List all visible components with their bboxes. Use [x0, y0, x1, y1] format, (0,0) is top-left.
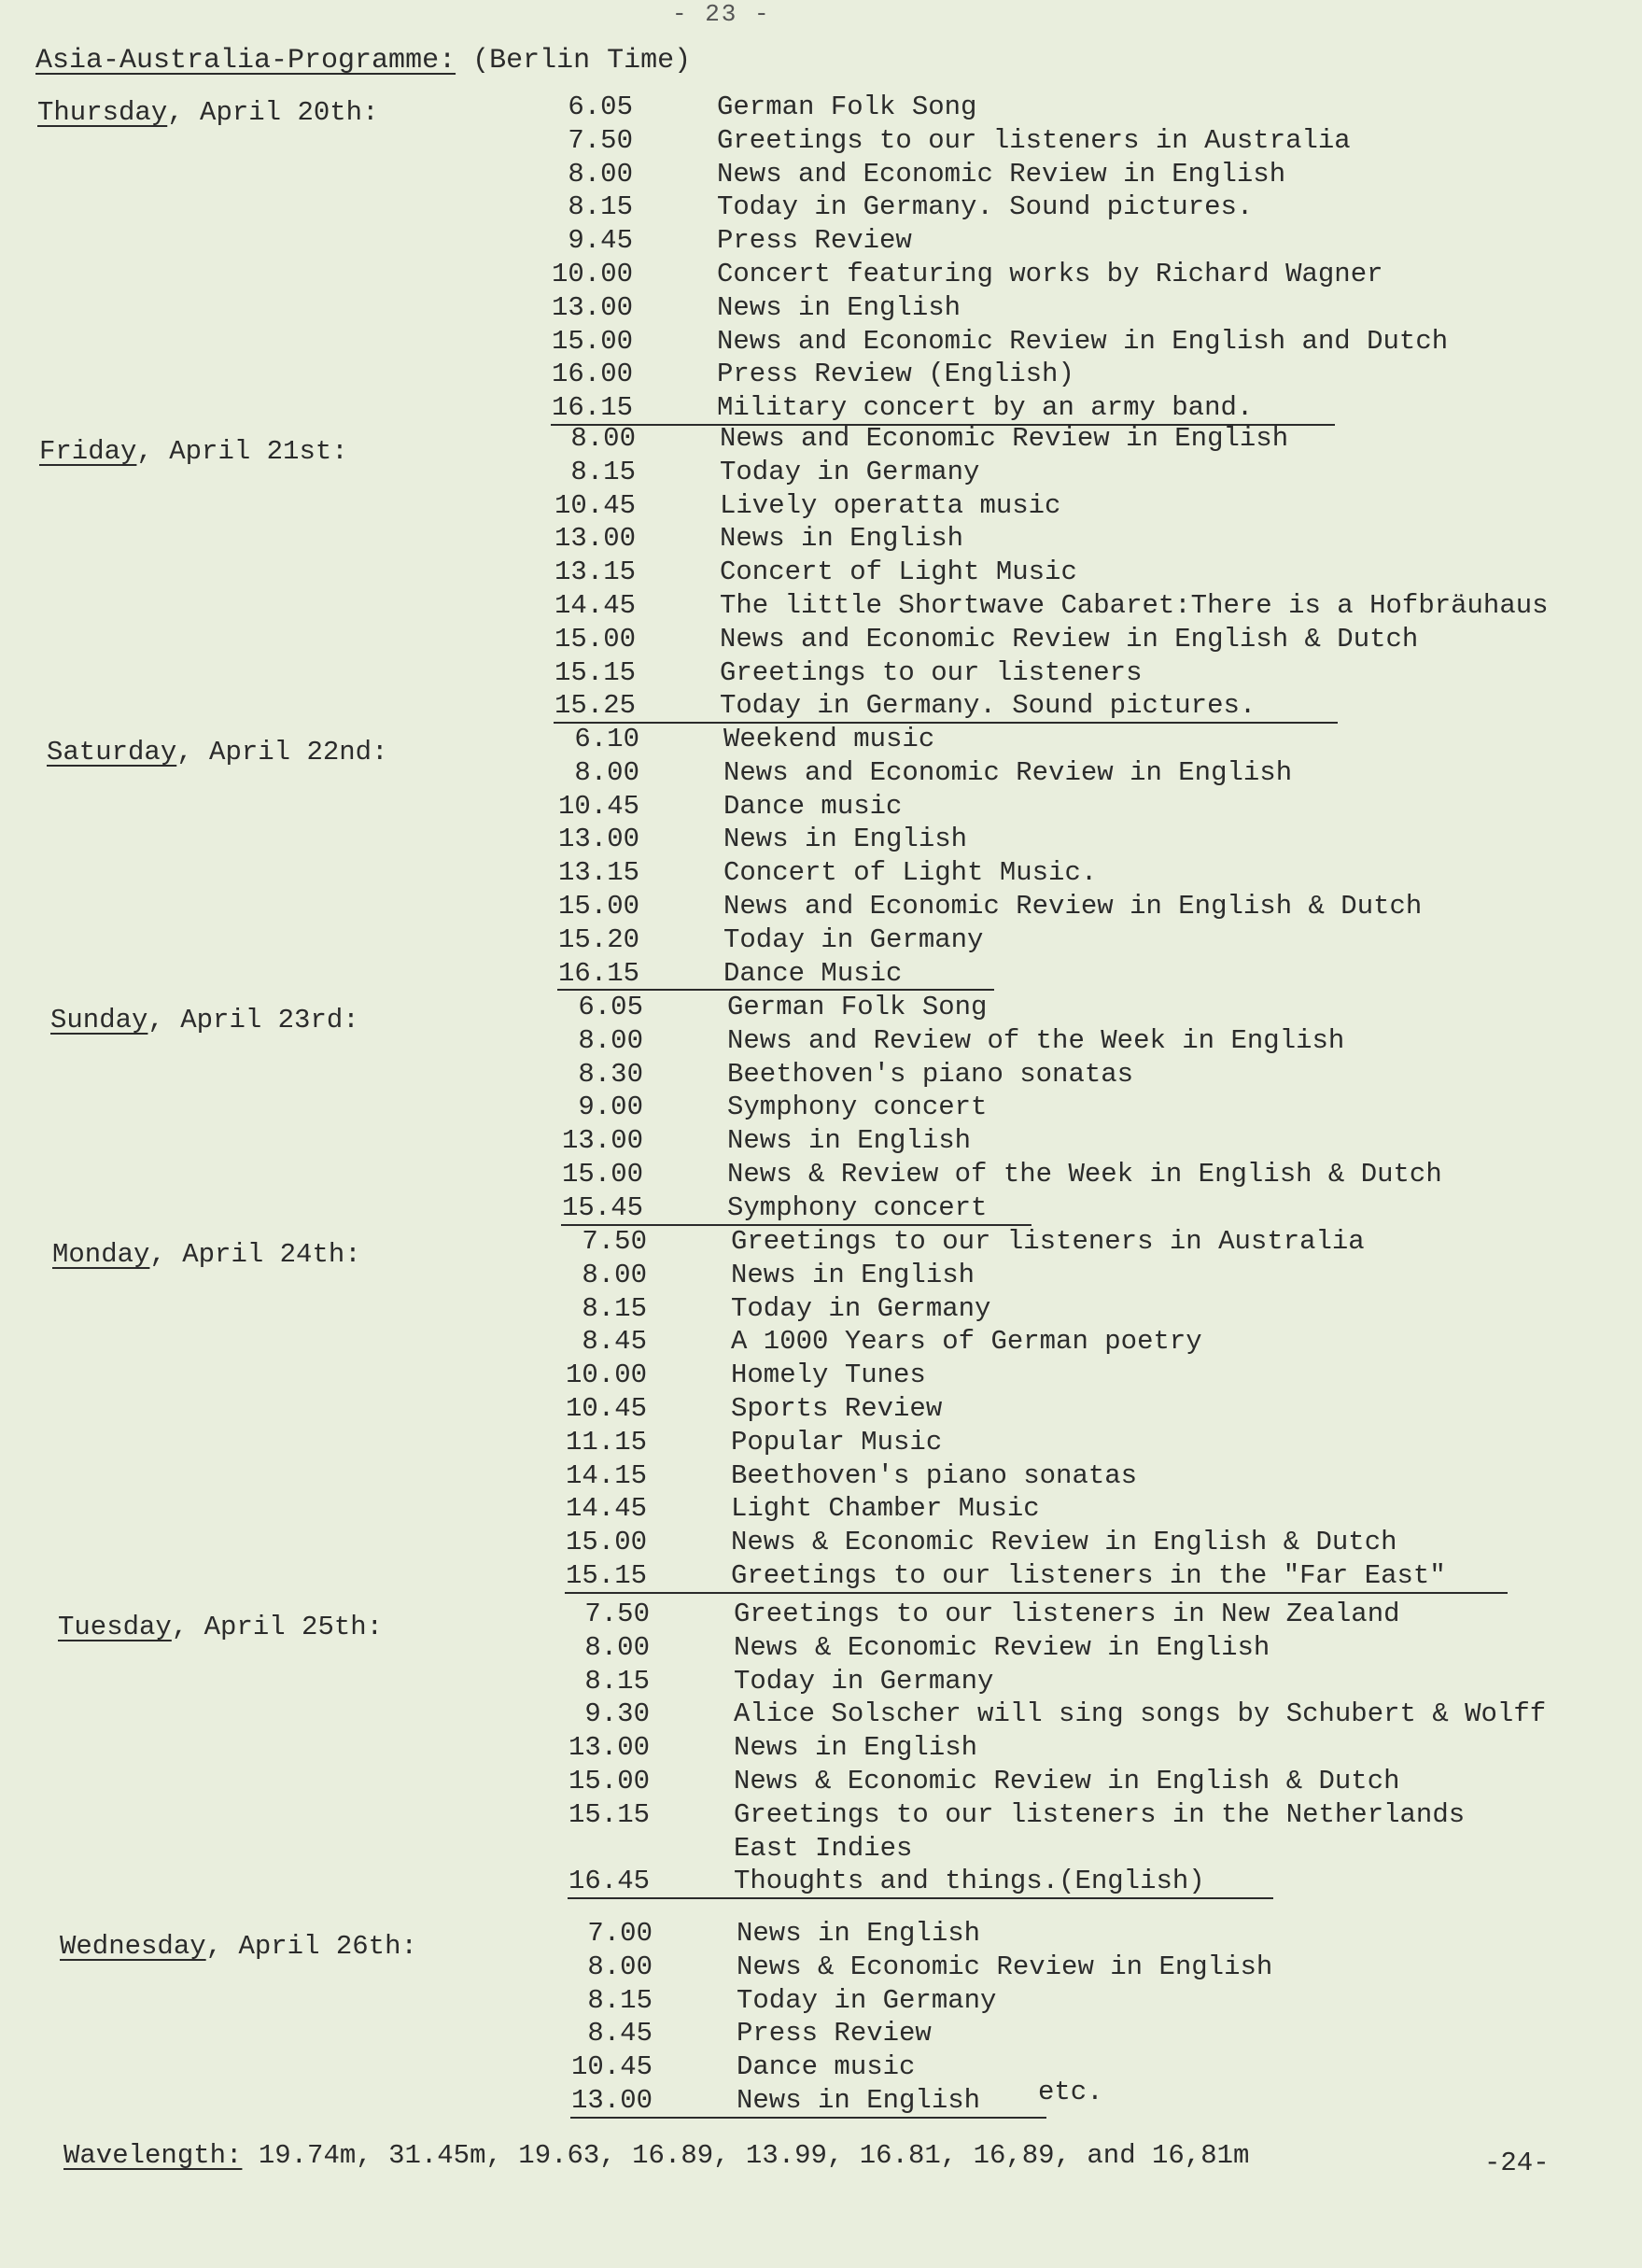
day-label: [47, 737, 387, 768]
broadcast-time: 13.00: [568, 1732, 650, 1764]
schedule-row: [526, 423, 1289, 457]
schedule-row: [542, 1951, 1273, 1985]
broadcast-time: 13.00: [561, 1125, 643, 1157]
schedule-row: [537, 1326, 1202, 1359]
broadcast-time: 13.00: [551, 291, 633, 323]
broadcast-time: 8.30: [578, 1058, 643, 1090]
day-name: Thursday: [37, 97, 168, 128]
broadcast-time: 11.15: [565, 1426, 647, 1458]
schedule-row: [529, 891, 1423, 924]
broadcast-time: 8.00: [587, 1951, 653, 1982]
broadcast-time: 8.00: [582, 1259, 647, 1290]
day-divider: [570, 2117, 1046, 2119]
wavelength-footer: [63, 2140, 1249, 2171]
schedule-row: [537, 1259, 975, 1293]
wavelength-label: Wavelength:: [63, 2140, 243, 2171]
day-label: [50, 1005, 359, 1035]
broadcast-time: 9.30: [584, 1698, 650, 1730]
broadcast-time: 9.45: [568, 225, 633, 257]
day-separator: ,: [149, 1239, 183, 1270]
broadcast-time: 7.50: [568, 124, 633, 156]
day-date: April 22nd:: [209, 737, 388, 768]
schedule-row: [537, 1459, 1138, 1494]
day-date: April 25th:: [203, 1612, 384, 1642]
program-title: Dance music: [737, 2051, 916, 2083]
program-title: Greetings to our listeners: [720, 656, 1143, 688]
program-title: Press Review: [717, 225, 912, 257]
schedule-row: [529, 923, 984, 958]
broadcast-time: 7.00: [587, 1918, 653, 1949]
program-title: Military concert by an army band.: [717, 392, 1254, 424]
broadcast-time: 15.15: [554, 656, 636, 688]
schedule-row: [526, 590, 1549, 624]
program-title: Homely Tunes: [731, 1359, 926, 1391]
program-title: News in English: [727, 1125, 972, 1157]
broadcast-time: 15.25: [554, 690, 636, 722]
program-title: Symphony concert: [727, 1191, 988, 1223]
program-title: Greetings to our listeners in the Netherlands: [734, 1798, 1466, 1830]
program-title: Dance music: [723, 790, 903, 822]
schedule-row: [523, 191, 1254, 225]
program-title: News in English: [720, 523, 964, 555]
broadcast-time: 10.00: [565, 1359, 647, 1391]
broadcast-time: 7.50: [584, 1599, 650, 1629]
broadcast-time: 8.00: [570, 423, 636, 454]
program-title: Concert featuring works by Richard Wagner: [717, 259, 1383, 289]
broadcast-time: 8.15: [582, 1292, 647, 1324]
program-title: News in English: [717, 291, 961, 323]
program-title: News in English: [723, 824, 968, 855]
program-title: News in English: [737, 1918, 981, 1949]
program-title: East Indies: [734, 1832, 913, 1864]
schedule-row: [540, 1766, 1400, 1799]
program-title: Symphony concert: [727, 1092, 988, 1123]
day-date: April 24th:: [182, 1239, 361, 1270]
broadcast-time: 6.05: [578, 992, 643, 1022]
day-separator: ,: [136, 436, 170, 467]
broadcast-time: 8.00: [574, 756, 639, 788]
program-title: News and Economic Review in English: [720, 423, 1289, 454]
broadcast-time: 15.15: [565, 1560, 647, 1591]
broadcast-time: 10.45: [557, 790, 639, 822]
broadcast-time: 14.45: [554, 590, 636, 621]
broadcast-time: 15.15: [568, 1798, 650, 1830]
day-name: Monday: [52, 1239, 150, 1270]
broadcast-time: 8.00: [584, 1631, 650, 1663]
program-title: Press Review: [737, 2018, 932, 2050]
program-title: News and Economic Review in English: [723, 756, 1293, 788]
schedule-row: [537, 1527, 1397, 1560]
day-label: [39, 436, 348, 467]
day-divider: [568, 1897, 1273, 1899]
schedule-row: [529, 957, 903, 992]
day-divider: [565, 1592, 1508, 1594]
broadcast-time: 15.00: [565, 1527, 647, 1558]
broadcast-time: 14.45: [565, 1493, 647, 1525]
program-title: Press Review (English): [717, 359, 1074, 390]
program-title: News & Review of the Week in English & Dutch: [727, 1159, 1442, 1190]
broadcast-time: 10.00: [551, 259, 633, 289]
day-label: [37, 97, 378, 128]
broadcast-time: 8.15: [568, 191, 633, 223]
schedule-row: [542, 2018, 932, 2051]
broadcast-time: 9.00: [578, 1092, 643, 1123]
schedule-row: [537, 1393, 943, 1427]
broadcast-time: 8.45: [587, 2018, 653, 2050]
day-date: April 20th:: [200, 97, 379, 128]
broadcast-time: 6.05: [568, 92, 633, 122]
schedule-row: [529, 756, 1293, 791]
broadcast-time: 8.00: [568, 158, 633, 190]
program-title: Greetings to our listeners in Australia: [731, 1226, 1365, 1257]
schedule-row: [526, 523, 964, 556]
program-title: Greetings to our listeners in the "Far East": [731, 1560, 1446, 1591]
day-separator: ,: [205, 1931, 239, 1962]
schedule-row: [540, 1698, 1547, 1732]
schedule-row: [529, 790, 903, 824]
etc-note: etc.: [1038, 2077, 1103, 2107]
schedule-row: [542, 1984, 997, 2019]
program-title: The little Shortwave Cabaret:There is a Hofbräuhaus: [720, 590, 1549, 621]
broadcast-time: 13.00: [557, 824, 639, 855]
day-separator: ,: [176, 737, 210, 768]
schedule-row: [540, 1832, 913, 1867]
wavelength-values: 19.74m, 31.45m, 19.63, 16.89, 13.99, 16.81, 16,89, and 16,81m: [258, 2140, 1250, 2171]
broadcast-time: 16.15: [551, 392, 633, 424]
broadcast-time: 16.15: [557, 957, 639, 989]
program-title: Thoughts and things.(English): [734, 1866, 1205, 1897]
day-separator: ,: [171, 1612, 204, 1642]
broadcast-time: 15.00: [568, 1766, 650, 1796]
schedule-row: [540, 1732, 978, 1766]
broadcast-time: 8.45: [582, 1326, 647, 1358]
broadcast-time: 6.10: [574, 724, 639, 754]
schedule-row: [523, 259, 1383, 292]
broadcast-time: 16.45: [568, 1866, 650, 1897]
program-title: Popular Music: [731, 1426, 943, 1458]
day-label: [52, 1239, 361, 1270]
broadcast-time: 10.45: [565, 1393, 647, 1424]
schedule-row: [523, 158, 1286, 192]
broadcast-time: 15.00: [557, 891, 639, 922]
program-title: News in English: [737, 2085, 981, 2116]
schedule-row: [526, 690, 1256, 724]
schedule-row: [523, 392, 1254, 426]
schedule-row: [533, 992, 988, 1025]
program-title: Today in Germany: [720, 456, 980, 487]
program-title: News & Economic Review in English: [734, 1631, 1270, 1663]
broadcast-time: 8.15: [584, 1665, 650, 1697]
page-mark: - 23 -: [672, 0, 771, 28]
program-title: News & Economic Review in English & Dutch: [734, 1766, 1400, 1796]
schedule-row: [537, 1560, 1446, 1594]
schedule-row: [533, 1125, 972, 1159]
program-title: News and Economic Review in English and Dutch: [717, 325, 1449, 357]
page-header: [35, 45, 691, 77]
program-title: German Folk Song: [727, 992, 988, 1022]
broadcast-time: 13.15: [554, 556, 636, 588]
schedule-row: [540, 1866, 1205, 1899]
broadcast-time: 15.00: [551, 325, 633, 357]
day-separator: ,: [167, 97, 201, 128]
broadcast-time: 15.00: [554, 623, 636, 655]
broadcast-time: 14.15: [565, 1459, 647, 1491]
program-title: Greetings to our listeners in Australia: [717, 124, 1351, 156]
day-separator: ,: [147, 1005, 181, 1035]
program-title: News and Review of the Week in English: [727, 1024, 1345, 1056]
schedule-row: [537, 1226, 1365, 1260]
broadcast-time: 8.15: [570, 456, 636, 487]
day-date: April 23rd:: [180, 1005, 359, 1035]
program-title: Alice Solscher will sing songs by Schubert & Wolff: [734, 1698, 1547, 1730]
schedule-row: [540, 1798, 1466, 1833]
broadcast-time: 13.15: [557, 857, 639, 889]
schedule-row: [523, 124, 1351, 159]
day-name: Friday: [39, 436, 137, 467]
broadcast-time: 13.00: [570, 2085, 653, 2116]
schedule-row: [540, 1599, 1400, 1632]
program-title: Concert of Light Music.: [723, 857, 1098, 889]
schedule-row: [526, 556, 1077, 590]
broadcast-time: 10.45: [570, 2051, 653, 2083]
broadcast-time: 13.00: [554, 523, 636, 555]
program-title: Weekend music: [723, 724, 935, 754]
program-title: News and Economic Review in English & Dutch: [723, 891, 1423, 922]
program-title: A 1000 Years of German poetry: [731, 1326, 1202, 1358]
schedule-row: [537, 1493, 1040, 1527]
program-title: Beethoven's piano sonatas: [727, 1058, 1134, 1090]
program-title: Today in Germany: [734, 1665, 994, 1697]
day-name: Saturday: [47, 737, 177, 768]
program-title: News in English: [731, 1259, 975, 1290]
program-title: Today in Germany: [731, 1292, 991, 1324]
schedule-row: [529, 724, 935, 757]
broadcast-time: 8.15: [587, 1984, 653, 2016]
page-number: -24-: [1484, 2148, 1550, 2178]
day-label: [60, 1931, 417, 1962]
schedule-row: [523, 225, 912, 259]
schedule-row: [542, 1918, 981, 1951]
broadcast-time: 8.00: [578, 1024, 643, 1056]
schedule-row: [533, 1058, 1134, 1092]
broadcast-time: 10.45: [554, 489, 636, 521]
day-date: April 21st:: [169, 436, 348, 467]
program-title: Beethoven's piano sonatas: [731, 1459, 1138, 1491]
program-title: Today in Germany. Sound pictures.: [717, 191, 1254, 223]
schedule-row: [533, 1024, 1345, 1059]
schedule-row: [540, 1665, 994, 1699]
schedule-row: [537, 1292, 991, 1327]
schedule-row: [523, 92, 977, 125]
program-title: Lively operatta music: [720, 489, 1061, 521]
schedule-row: [533, 1092, 988, 1125]
program-title: Today in Germany: [737, 1984, 997, 2016]
schedule-row: [523, 325, 1449, 359]
schedule-row: [533, 1191, 988, 1226]
schedule-row: [537, 1359, 926, 1393]
schedule-row: [542, 2051, 916, 2085]
schedule-row: [523, 359, 1074, 392]
program-title: Dance Music: [723, 957, 903, 989]
schedule-row: [540, 1631, 1270, 1666]
day-divider: [554, 722, 1338, 724]
broadcast-time: 15.20: [557, 923, 639, 955]
schedule-row: [526, 456, 980, 490]
day-date: April 26th:: [238, 1931, 417, 1962]
schedule-row: [529, 857, 1098, 891]
program-title: News & Economic Review in English: [737, 1951, 1273, 1982]
schedule-row: [526, 623, 1419, 657]
schedule-row: [542, 2085, 981, 2119]
schedule-row: [533, 1159, 1442, 1192]
broadcast-time: 15.00: [561, 1159, 643, 1190]
program-title: German Folk Song: [717, 92, 977, 122]
day-label: [58, 1612, 383, 1642]
program-title: News and Economic Review in English: [717, 158, 1286, 190]
program-title: Light Chamber Music: [731, 1493, 1040, 1525]
schedule-row: [526, 489, 1061, 524]
schedule-row: [529, 824, 968, 857]
program-title: Sports Review: [731, 1393, 943, 1424]
broadcast-time: 7.50: [582, 1226, 647, 1257]
day-name: Sunday: [50, 1005, 148, 1035]
program-title: News in English: [734, 1732, 978, 1764]
day-name: Tuesday: [58, 1612, 172, 1642]
program-title: Greetings to our listeners in New Zealand: [734, 1599, 1400, 1629]
program-title: Today in Germany. Sound pictures.: [720, 690, 1256, 722]
day-name: Wednesday: [60, 1931, 206, 1962]
broadcast-time: 15.45: [561, 1191, 643, 1223]
programme-title: Asia-Australia-Programme:: [35, 45, 456, 77]
program-title: Today in Germany: [723, 923, 984, 955]
broadcast-time: 16.00: [551, 359, 633, 390]
program-title: News and Economic Review in English & Dutch: [720, 623, 1419, 655]
program-title: News & Economic Review in English & Dutch: [731, 1527, 1397, 1558]
programme-subtitle: (Berlin Time): [472, 45, 692, 77]
schedule-row: [523, 291, 961, 326]
program-title: Concert of Light Music: [720, 556, 1077, 588]
schedule-row: [526, 656, 1143, 691]
schedule-row: [537, 1426, 943, 1460]
